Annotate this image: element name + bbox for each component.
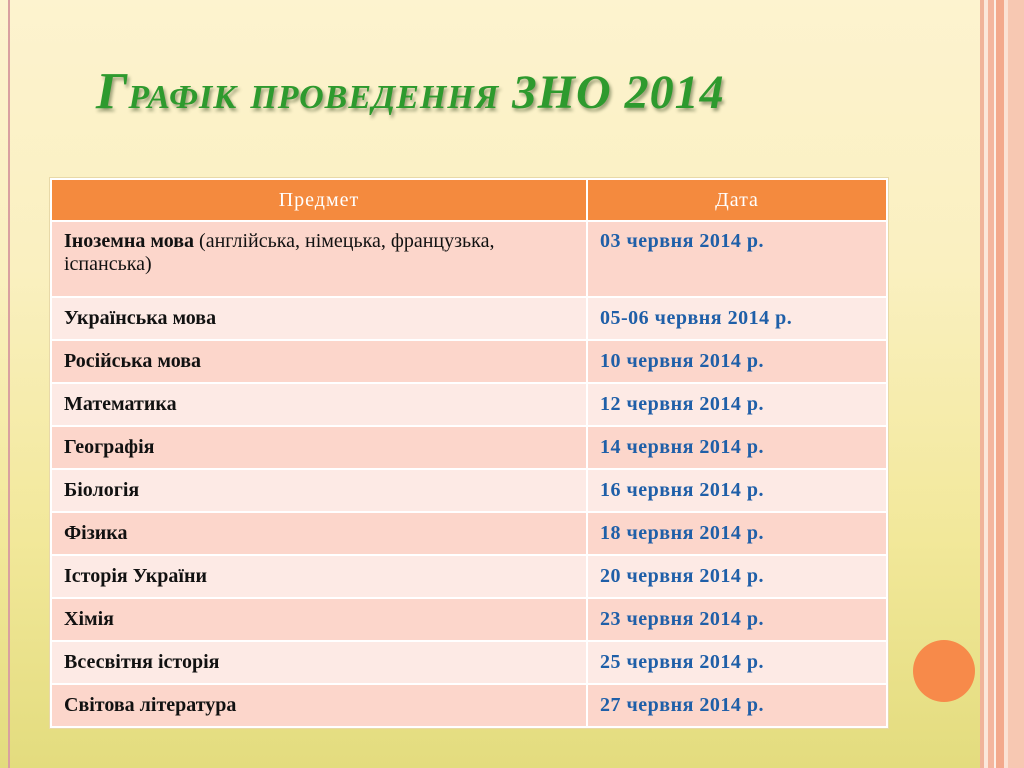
date-cell: 16 червня 2014 р.	[587, 469, 887, 512]
subject-cell: Світова література	[51, 684, 587, 727]
subject-cell	[51, 221, 587, 297]
date-cell: 25 червня 2014 р.	[587, 641, 887, 684]
table-row	[51, 555, 887, 598]
subject-cell: Географія	[51, 426, 587, 469]
table-row	[51, 297, 887, 340]
title-tail: ЗНО 2014	[499, 66, 725, 119]
orange-circle-decoration	[913, 640, 975, 702]
subject-cell: Хімія	[51, 598, 587, 641]
exam-schedule-table	[50, 178, 888, 728]
date-cell: 10 червня 2014 р.	[587, 340, 887, 383]
header-date: Дата	[587, 179, 887, 221]
date-cell: 05-06 червня 2014 р.	[587, 297, 887, 340]
subject-name: Іноземна мова	[64, 230, 195, 252]
left-border-line	[8, 0, 10, 768]
table-row	[51, 340, 887, 383]
table-row	[51, 641, 887, 684]
date-cell: 27 червня 2014 р.	[587, 684, 887, 727]
subject-cell: Фізика	[51, 512, 587, 555]
subject-cell: Всесвітня історія	[51, 641, 587, 684]
subject-note: (англійська, німецька, французька, іспанська)	[64, 230, 495, 275]
header-subject: Предмет	[51, 179, 587, 221]
subject-cell: Біологія	[51, 469, 587, 512]
right-decorative-stripes	[980, 0, 1024, 768]
table-row	[51, 684, 887, 727]
table-row	[51, 383, 887, 426]
stripe	[1008, 0, 1024, 768]
title-first-letter: Г	[96, 63, 129, 120]
date-cell: 20 червня 2014 р.	[587, 555, 887, 598]
table-row	[51, 469, 887, 512]
date-cell: 18 червня 2014 р.	[587, 512, 887, 555]
subject-cell: Українська мова	[51, 297, 587, 340]
table-row	[51, 221, 887, 297]
table-row	[51, 426, 887, 469]
title-small-caps: рафік проведення	[128, 66, 500, 119]
date-cell: 12 червня 2014 р.	[587, 383, 887, 426]
date-cell: 14 червня 2014 р.	[587, 426, 887, 469]
subject-cell: Історія України	[51, 555, 587, 598]
subject-cell: Російська мова	[51, 340, 587, 383]
table-row	[51, 598, 887, 641]
stripe	[996, 0, 1004, 768]
table-row	[51, 512, 887, 555]
date-cell: 03 червня 2014 р.	[587, 221, 887, 297]
subject-cell: Математика	[51, 383, 587, 426]
table-header-row	[51, 179, 887, 221]
slide-title	[96, 62, 916, 121]
date-cell: 23 червня 2014 р.	[587, 598, 887, 641]
